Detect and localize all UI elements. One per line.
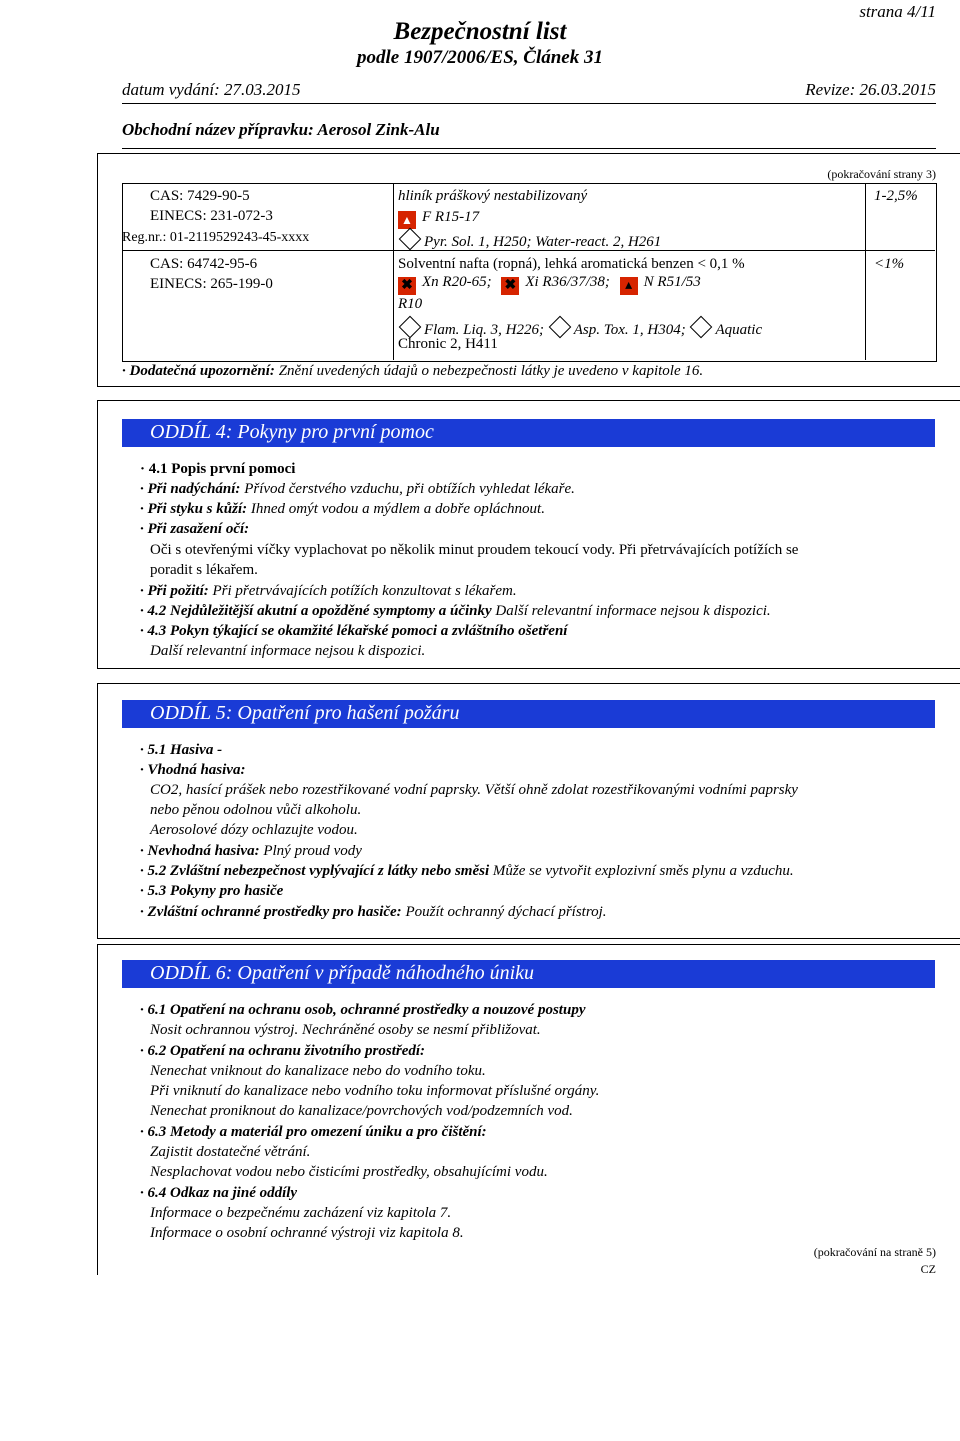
header-rule (122, 103, 936, 104)
flame-icon: ▲ (398, 211, 416, 229)
substance-symbols: ▲ F R15-17 (398, 208, 479, 226)
sec5-line: Aerosolové dózy ochlazujte vodou. (150, 822, 358, 838)
substance-symbols: ✖ Xn R20-65; ✖ Xi R36/37/38; ▴ N R51/53 (398, 274, 701, 292)
substance-name: hliník práškový nestabilizovaný (398, 188, 588, 204)
sec4-line: · Při nadýchání: Přívod čerstvého vzduchu, při obtížích vyhledat lékaře. (140, 481, 575, 497)
substance-r10: R10 (398, 296, 423, 312)
substance-hazard: Pyr. Sol. 1, H250; Water-react. 2, H261 (398, 230, 661, 251)
section-6-header: ODDÍL 6: Opatření v případě náhodného úniku (122, 960, 935, 988)
exploding-flame-icon (399, 228, 422, 251)
harmful-x-icon: ✖ (398, 277, 416, 295)
sec6-line: Nenechat vniknout do kanalizace nebo do vodního toku. (150, 1063, 486, 1079)
sec4-line: · 4.3 Pokyn týkající se okamžité lékařské pomoci a zvláštního ošetření (140, 623, 568, 639)
sec4-line: Oči s otevřenými víčky vyplachovat po několik minut proudem tekoucí vody. Při přetrvávajících potížích se (150, 542, 799, 558)
concentration: <1% (874, 256, 905, 272)
additional-notes: · Dodatečná upozornění: Znění uvedených údajů o nebezpečnosti látky je uvedeno v kapitole 16. (122, 363, 704, 379)
issue-date: datum vydání: 27.03.2015 (122, 80, 301, 99)
sec5-line: · Vhodná hasiva: (140, 762, 246, 778)
einecs-number: EINECS: 231-072-3 (150, 208, 273, 224)
environment-icon: ▴ (620, 277, 638, 295)
continued-from: (pokračování strany 3) (827, 167, 936, 181)
revision-date: Revize: 26.03.2015 (805, 80, 936, 99)
environment-icon (690, 316, 713, 339)
sec4-line: Další relevantní informace nejsou k dispozici. (150, 643, 426, 659)
document-subtitle: podle 1907/2006/ES, Článek 31 (357, 47, 603, 68)
sec6-line: · 6.4 Odkaz na jiné oddíly (140, 1185, 298, 1201)
sec6-line: Informace o bezpečnému zacházení viz kapitola 7. (150, 1205, 452, 1221)
section-4-header: ODDÍL 4: Pokyny pro první pomoc (122, 419, 935, 447)
document-title: Bezpečnostní list (393, 18, 567, 45)
sec6-line: Nosit ochrannou výstroj. Nechráněné osoby se nesmí přibližovat. (150, 1022, 541, 1038)
sec5-line: CO2, hasící prášek nebo rozestřikované vodní paprsky. Větší ohně zdolat rozestřikovanými vodními paprsky (150, 782, 798, 798)
continued-to: (pokračování na straně 5) (813, 1245, 936, 1259)
cas-number: CAS: 64742-95-6 (150, 256, 258, 272)
sec4-line: poradit s lékařem. (150, 562, 258, 578)
table-col-divider (393, 183, 394, 360)
product-name: Obchodní název přípravku: Aerosol Zink-Alu (122, 120, 440, 139)
irritant-x-icon: ✖ (501, 277, 519, 295)
sec6-line: · 6.1 Opatření na ochranu osob, ochranné prostředky a nouzové postupy (140, 1002, 586, 1018)
sec6-line: · 6.2 Opatření na ochranu životního prostředí: (140, 1043, 426, 1059)
substance-hazard: Flam. Liq. 3, H226; Asp. Tox. 1, H304; Aquatic (398, 318, 762, 339)
health-hazard-icon (548, 316, 571, 339)
sec6-line: Nesplachovat vodou nebo čisticími prostředky, obsahujícími vodu. (150, 1164, 548, 1180)
einecs-number: EINECS: 265-199-0 (150, 276, 273, 292)
cas-number: CAS: 7429-90-5 (150, 188, 250, 204)
flame-icon (399, 316, 422, 339)
sec4-line: · Při požití: Při přetrvávajících potížích konzultovat s lékařem. (140, 583, 517, 599)
substance-hazard-cont: Chronic 2, H411 (398, 336, 498, 352)
sec6-line: Zajistit dostatečné větrání. (150, 1144, 311, 1160)
sec4-line: · Při styku s kůží: Ihned omýt vodou a mýdlem a dobře opláchnout. (140, 501, 545, 517)
section-5-header: ODDÍL 5: Opatření pro hašení požáru (122, 700, 935, 728)
sec4-line: · 4.1 Popis první pomoci (140, 461, 296, 477)
product-rule (122, 148, 936, 149)
sec5-line: · Nevhodná hasiva: Plný proud vody (140, 843, 362, 859)
sec5-line: · 5.1 Hasiva - (140, 742, 223, 758)
sec5-line: · Zvláštní ochranné prostředky pro hasiče: Použít ochranný dýchací přístroj. (140, 904, 607, 920)
substance-name: Solventní nafta (ropná), lehká aromatická benzen < 0,1 % (398, 256, 745, 272)
sec5-line: · 5.3 Pokyny pro hasiče (140, 883, 284, 899)
reg-number: Reg.nr.: 01-2119529243-45-xxxx (122, 230, 310, 245)
language-code: CZ (920, 1262, 936, 1276)
sec6-line: Při vniknutí do kanalizace nebo vodního toku informovat příslušné orgány. (150, 1083, 600, 1099)
sec6-line: · 6.3 Metody a materiál pro omezení úniku a pro čištění: (140, 1124, 487, 1140)
sec6-line: Nenechat proniknout do kanalizace/povrchových vod/podzemních vod. (150, 1103, 573, 1119)
concentration: 1-2,5% (874, 188, 918, 204)
sec4-line: · 4.2 Nejdůležitější akutní a opožděné symptomy a účinky Další relevantní informace nejsou k dispozici. (140, 603, 771, 619)
page-number: strana 4/11 (859, 2, 936, 21)
sec5-line: · 5.2 Zvláštní nebezpečnost vyplývající z látky nebo směsi Může se vytvořit explozivní směs plynu a vzduchu. (140, 863, 794, 879)
sec4-line: · Při zasažení očí: (140, 521, 250, 537)
table-col-divider (865, 183, 866, 360)
sec5-line: nebo pěnou odolnou vůči alkoholu. (150, 802, 362, 818)
sec6-line: Informace o osobní ochranné výstroji viz kapitola 8. (150, 1225, 464, 1241)
